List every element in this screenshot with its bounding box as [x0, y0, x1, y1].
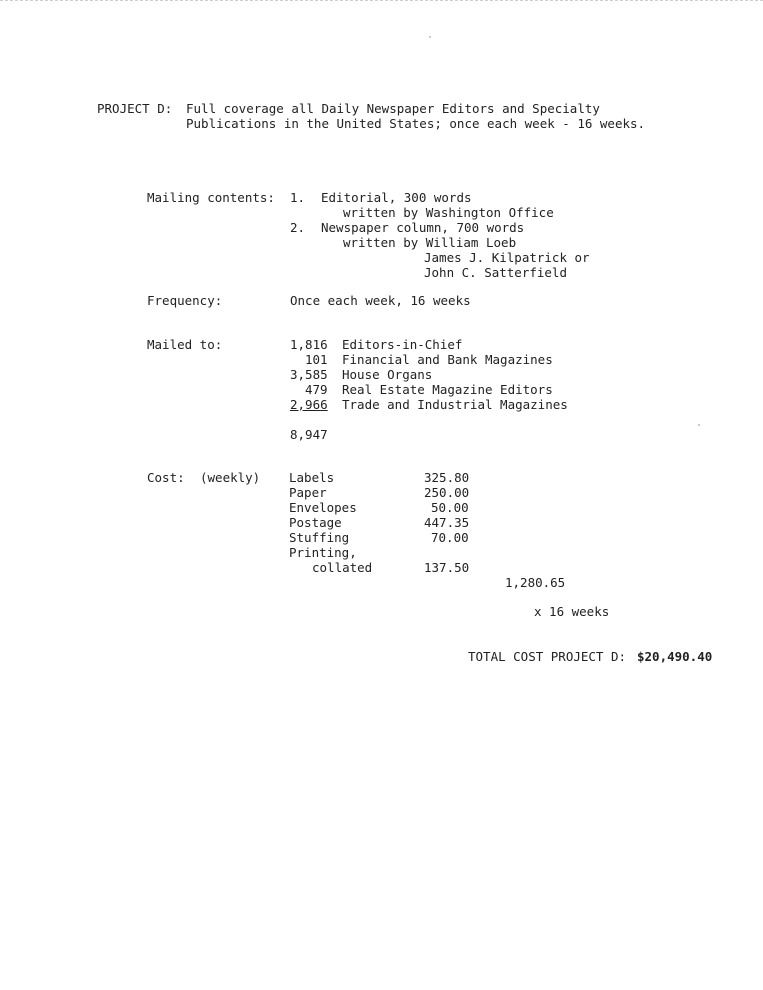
scan-speck [429, 36, 431, 38]
cost-item: Paper [289, 485, 327, 500]
total-cost-label: TOTAL COST PROJECT D: [468, 649, 627, 664]
page-top-border [0, 0, 763, 1]
mailed-to-count: 1,816 [290, 337, 328, 352]
cost-period: (weekly) [200, 470, 261, 485]
project-description-line2: Publications in the United States; once each week - 16 weeks. [186, 116, 646, 131]
project-description-line1: Full coverage all Daily Newspaper Editors and Specialty [186, 101, 600, 116]
mailed-to-count: 3,585 [290, 367, 328, 382]
cost-item: Stuffing [289, 530, 350, 545]
frequency-value: Once each week, 16 weeks [290, 293, 471, 308]
cost-amount: 250.00 [424, 485, 470, 500]
cost-collated-amount: 137.50 [424, 560, 470, 575]
mailed-to-count: 101 [305, 352, 328, 367]
cost-amount: 325.80 [424, 470, 470, 485]
frequency-label: Frequency: [147, 293, 223, 308]
mailing-item2-author: written by William Loeb [343, 235, 517, 250]
cost-collated-label: collated [312, 560, 373, 575]
mailed-to-recipient: Financial and Bank Magazines [342, 352, 553, 367]
mailed-to-recipient: Trade and Industrial Magazines [342, 397, 568, 412]
cost-item: Postage [289, 515, 342, 530]
cost-item: Envelopes [289, 500, 357, 515]
mailing-item2-number: 2. [290, 220, 306, 235]
cost-item: Labels [289, 470, 335, 485]
total-cost-value: $20,490.40 [637, 649, 713, 664]
mailing-item2-author-alt1: James J. Kilpatrick or [424, 250, 590, 265]
cost-amount: 70.00 [431, 530, 469, 545]
mailing-item2-author-alt2: John C. Satterfield [424, 265, 567, 280]
mailed-to-label: Mailed to: [147, 337, 223, 352]
mailed-to-count: 2,966 [290, 397, 328, 412]
mailed-to-recipient: House Organs [342, 367, 433, 382]
mailing-contents-label: Mailing contents: [147, 190, 275, 205]
cost-weekly-subtotal: 1,280.65 [505, 575, 566, 590]
cost-multiplier: x 16 weeks [534, 604, 610, 619]
mailed-to-total: 8,947 [290, 427, 328, 442]
mailing-item2-title: Newspaper column, 700 words [321, 220, 525, 235]
mailing-item1-number: 1. [290, 190, 306, 205]
cost-amount: 447.35 [424, 515, 470, 530]
project-label: PROJECT D: [97, 101, 173, 116]
cost-label: Cost: [147, 470, 185, 485]
cost-printing-label: Printing, [289, 545, 357, 560]
mailed-to-recipient: Real Estate Magazine Editors [342, 382, 553, 397]
mailing-item1-title: Editorial, 300 words [321, 190, 472, 205]
mailing-item1-author: written by Washington Office [343, 205, 554, 220]
cost-amount: 50.00 [431, 500, 469, 515]
scan-speck [698, 424, 700, 426]
mailed-to-count: 479 [305, 382, 328, 397]
mailed-to-recipient: Editors-in-Chief [342, 337, 463, 352]
